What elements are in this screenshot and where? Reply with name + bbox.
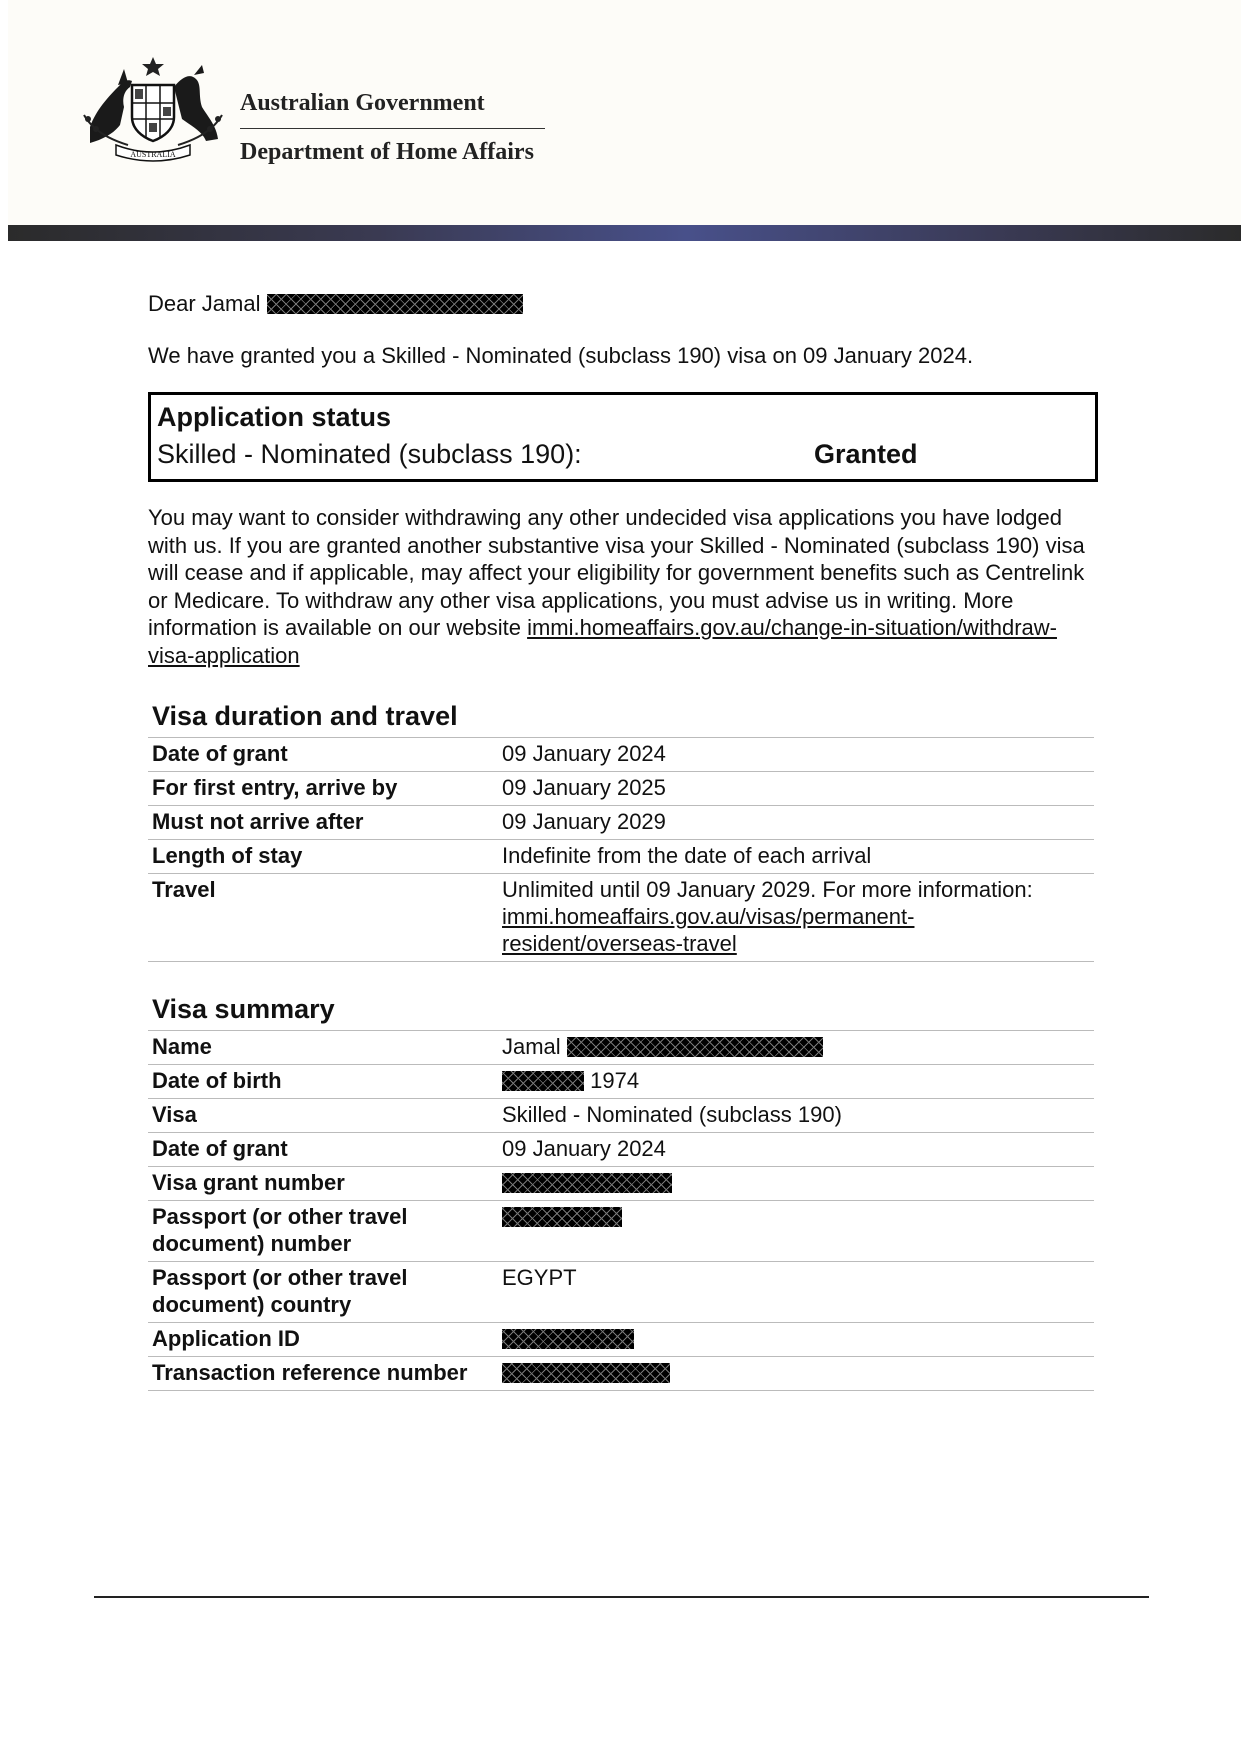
redacted-surname [267,294,523,314]
row-value [498,874,1094,962]
table-row [148,1031,1094,1065]
row-value [498,1065,1094,1099]
row-value: 09 January 2025 [498,772,1094,806]
table-row [148,1323,1094,1357]
row-value [498,1357,1094,1391]
table-row [148,874,1094,962]
greeting [148,290,1098,318]
withdraw-visa-link[interactable]: immi.homeaffairs.gov.au/change-in-situation/withdraw-visa-application [148,615,1057,668]
status-label: Skilled - Nominated (subclass 190): [157,439,582,469]
row-label: For first entry, arrive by [148,772,498,806]
row-label: Length of stay [148,840,498,874]
row-label: Must not arrive after [148,806,498,840]
withdrawal-notice [148,504,1098,669]
row-value: 09 January 2024 [498,738,1094,772]
footer-divider [94,1596,1149,1598]
status-row [157,435,1089,473]
duration-table [148,737,1094,962]
table-row [148,1167,1094,1201]
row-label: Passport (or other travel document) country [148,1262,498,1323]
grant-statement: We have granted you a Skilled - Nominated (subclass 190) visa on 09 January 2024. [148,343,974,368]
coat-of-arms-icon [78,55,228,165]
salutation: Dear Jamal [148,291,261,316]
duration-section-title: Visa duration and travel [152,701,458,731]
row-label: Name [148,1031,498,1065]
notice-text: You may want to consider withdrawing any other undecided visa applications you have lodged with us. If you are granted another substantive visa your Skilled - Nominated (subclass 190) visa will cease and if applicable, may affect your eligibility for government benefits such as Centrelink or Medicare. To withdraw any other visa applications, you must advise us in writing. More information is available on our website [148,505,1085,640]
row-label: Passport (or other travel document) number [148,1201,498,1262]
summary-table [148,1030,1094,1391]
table-row [148,1201,1094,1262]
header-band [8,225,1241,241]
birth-year: 1974 [590,1068,640,1093]
row-value: EGYPT [498,1262,1094,1323]
table-row [148,1357,1094,1391]
table-row [148,1099,1094,1133]
redacted-passport-number [502,1207,622,1227]
crest-motto: AUSTRALIA [130,150,176,159]
redacted-surname [567,1037,823,1057]
summary-section-title: Visa summary [152,994,335,1024]
row-value: 09 January 2029 [498,806,1094,840]
application-status-box [148,392,1098,482]
table-row [148,1065,1094,1099]
row-label: Visa [148,1099,498,1133]
travel-text: Unlimited until 09 January 2029. For more information: [502,877,1033,902]
redacted-grant-number [502,1173,672,1193]
row-value [498,1323,1094,1357]
row-value [498,1201,1094,1262]
row-value: Indefinite from the date of each arrival [498,840,1094,874]
letterhead [8,0,1241,225]
row-label: Application ID [148,1323,498,1357]
redacted-application-id [502,1329,634,1349]
agency-name [240,88,545,167]
row-value [498,1031,1094,1065]
status-value: Granted [814,439,918,469]
department-name: Department of Home Affairs [240,139,534,165]
table-row [148,840,1094,874]
row-label: Date of birth [148,1065,498,1099]
row-value: Skilled - Nominated (subclass 190) [498,1099,1094,1133]
row-value [498,1167,1094,1201]
row-label: Travel [148,874,498,962]
redacted-transaction-reference [502,1363,670,1383]
row-label: Date of grant [148,1133,498,1167]
overseas-travel-link[interactable]: immi.homeaffairs.gov.au/visas/permanent-resident/overseas-travel [502,904,915,956]
table-row [148,738,1094,772]
row-label: Visa grant number [148,1167,498,1201]
row-value: 09 January 2024 [498,1133,1094,1167]
status-title: Application status [157,402,392,432]
government-name: Australian Government [240,88,545,129]
row-label: Date of grant [148,738,498,772]
table-row [148,772,1094,806]
table-row [148,806,1094,840]
redacted-birth-date [502,1071,584,1091]
given-name: Jamal [502,1034,561,1059]
table-row [148,1262,1094,1323]
table-row [148,1133,1094,1167]
row-label: Transaction reference number [148,1357,498,1391]
letter-body [148,290,1098,1391]
